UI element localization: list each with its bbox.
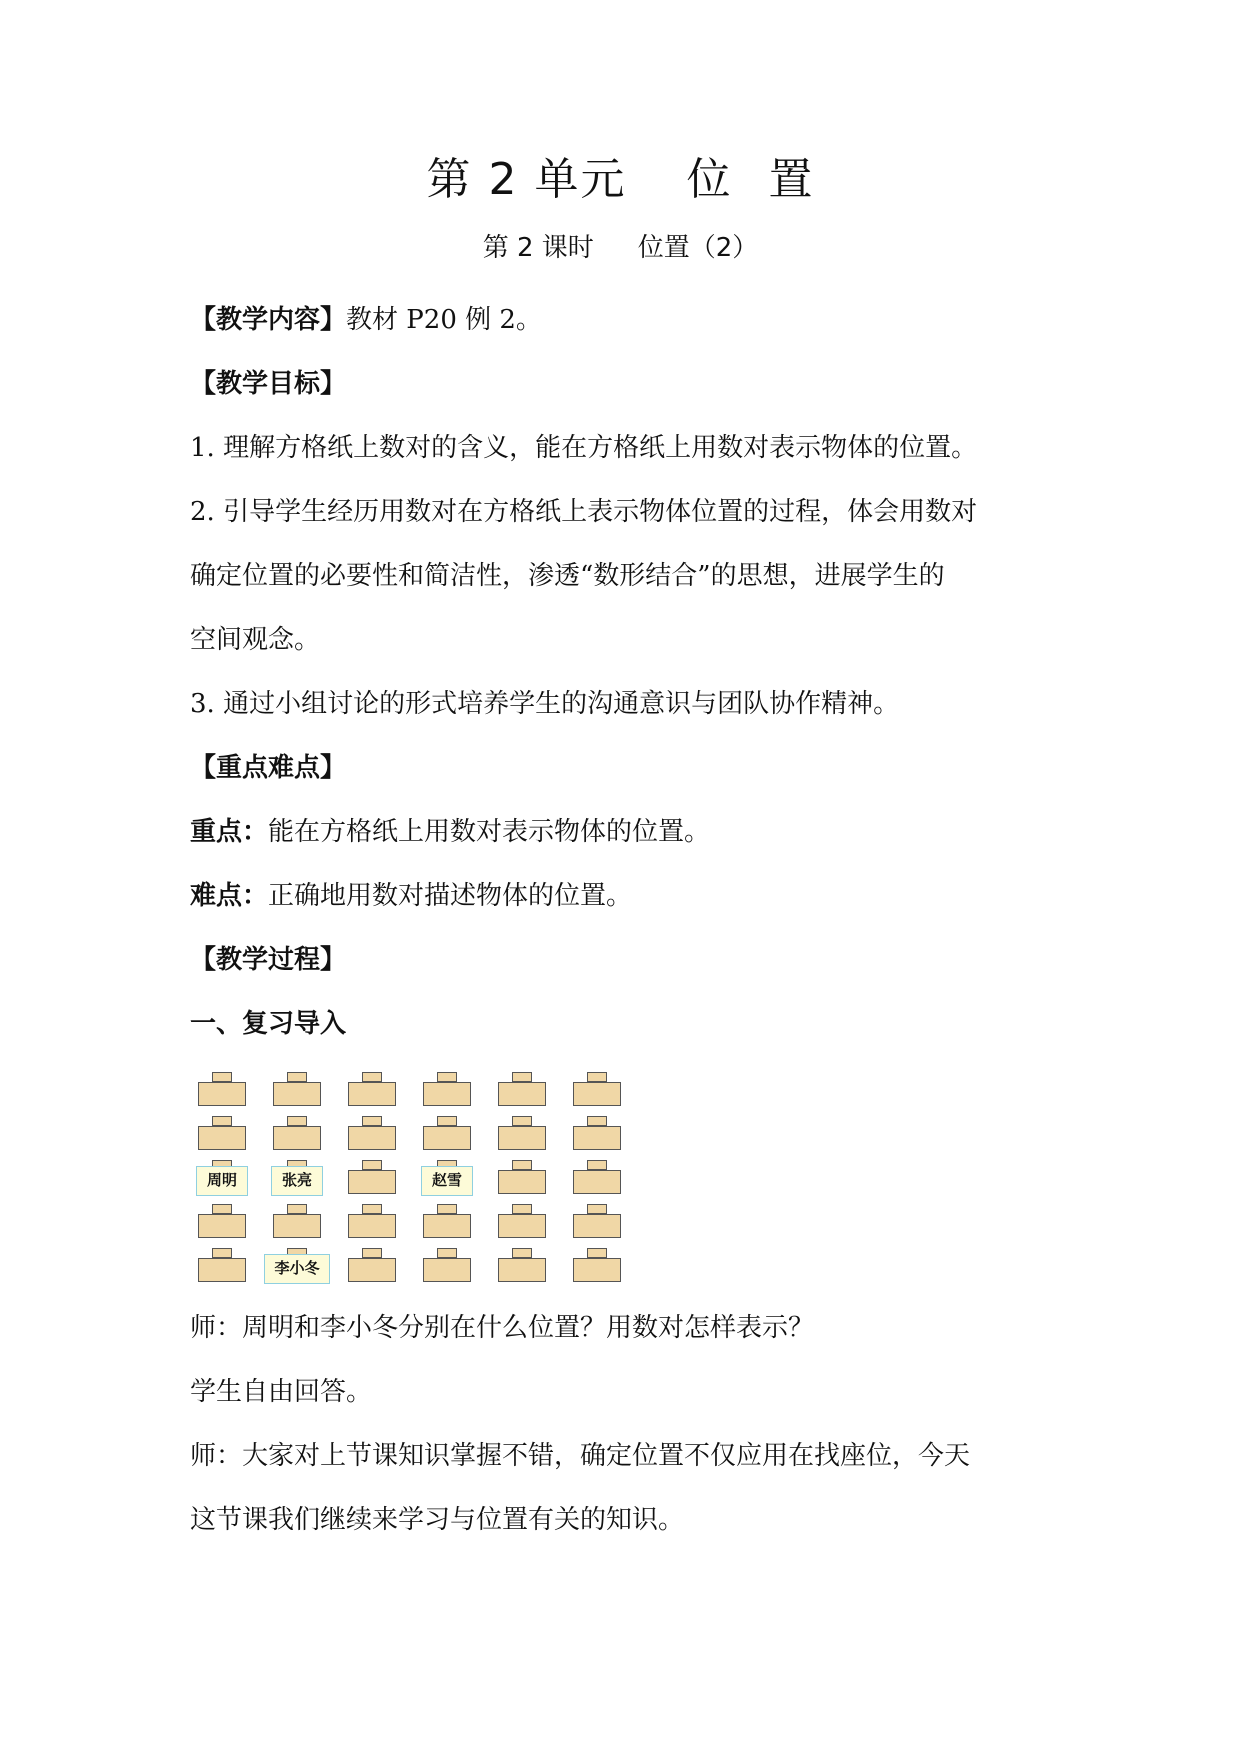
desk	[348, 1204, 396, 1240]
goal-item-1: 1. 理解方格纸上数对的含义，能在方格纸上用数对表示物体的位置。	[190, 433, 978, 463]
lesson-name: 位置（2）	[637, 233, 759, 263]
desk-chair-back	[587, 1160, 607, 1170]
desk	[498, 1160, 546, 1196]
desk-top	[198, 1082, 246, 1106]
desk-chair-back	[362, 1116, 382, 1126]
desk-top	[423, 1082, 471, 1106]
desk-chair-back	[437, 1072, 457, 1082]
desk	[498, 1116, 546, 1152]
desk-chair-back	[362, 1248, 382, 1258]
keypoints-heading: 【重点难点】	[190, 753, 347, 783]
desk-chair-back	[587, 1248, 607, 1258]
desk-chair-back	[212, 1204, 232, 1214]
desk-top	[273, 1214, 321, 1238]
hard-point-text: 正确地用数对描述物体的位置。	[268, 881, 633, 911]
desk-chair-back	[587, 1204, 607, 1214]
desk	[348, 1116, 396, 1152]
goal-item-2-line-1: 2. 引导学生经历用数对在方格纸上表示物体位置的过程，体会用数对	[190, 497, 978, 527]
teacher-question: 师：周明和李小冬分别在什么位置？用数对怎样表示？	[190, 1313, 815, 1343]
desk-top	[273, 1126, 321, 1150]
title-char-1: 位	[686, 154, 733, 205]
desk-chair-back	[212, 1248, 232, 1258]
desk	[498, 1204, 546, 1240]
desk-top	[348, 1082, 396, 1106]
desk-chair-back	[287, 1116, 307, 1126]
desk-chair-back	[437, 1116, 457, 1126]
process-heading: 【教学过程】	[190, 945, 347, 975]
desk	[198, 1072, 246, 1108]
goals-heading: 【教学目标】	[190, 369, 347, 399]
desk-top	[498, 1258, 546, 1282]
desk-top	[498, 1082, 546, 1106]
desk-chair-back	[212, 1072, 232, 1082]
desk-chair-back	[587, 1116, 607, 1126]
desk	[348, 1160, 396, 1196]
desk-chair-back	[287, 1204, 307, 1214]
desk-top	[348, 1258, 396, 1282]
desk-top	[423, 1214, 471, 1238]
seating-chart	[190, 1070, 650, 1300]
student-name-tag: 张亮	[271, 1166, 323, 1196]
desk-top	[498, 1126, 546, 1150]
student-name-tag: 赵雪	[421, 1166, 473, 1196]
desk	[573, 1116, 621, 1152]
desk	[273, 1116, 321, 1152]
title-unit: 第 2 单元	[426, 154, 627, 205]
goal-item-3: 3. 通过小组讨论的形式培养学生的沟通意识与团队协作精神。	[190, 689, 900, 719]
teaching-content-text: 教材 P20 例 2。	[346, 305, 542, 335]
desk	[573, 1072, 621, 1108]
hard-point	[190, 876, 1070, 916]
desk	[348, 1248, 396, 1284]
desk-chair-back	[437, 1248, 457, 1258]
desk-top	[573, 1214, 621, 1238]
desk-top	[348, 1214, 396, 1238]
desk-chair-back	[512, 1116, 532, 1126]
section-review-heading: 一、复习导入	[190, 1009, 347, 1039]
teacher-remark-line-2: 这节课我们继续来学习与位置有关的知识。	[190, 1505, 685, 1535]
desk-top	[573, 1170, 621, 1194]
desk	[573, 1160, 621, 1196]
desk-chair-back	[587, 1072, 607, 1082]
key-point-text: 能在方格纸上用数对表示物体的位置。	[268, 817, 711, 847]
desk-top	[573, 1126, 621, 1150]
desk-chair-back	[512, 1248, 532, 1258]
teacher-remark-line-1: 师：大家对上节课知识掌握不错，确定位置不仅应用在找座位，今天	[190, 1441, 971, 1471]
desk-top	[498, 1170, 546, 1194]
title-char-2: 置	[768, 154, 815, 205]
desk-top	[273, 1082, 321, 1106]
desk	[498, 1072, 546, 1108]
teaching-content-label: 【教学内容】	[190, 305, 347, 335]
desk-top	[198, 1126, 246, 1150]
desk-top	[573, 1082, 621, 1106]
desk-chair-back	[437, 1204, 457, 1214]
desk-top	[198, 1258, 246, 1282]
desk	[423, 1248, 471, 1284]
desk-top	[498, 1214, 546, 1238]
desk-chair-back	[362, 1072, 382, 1082]
desk-chair-back	[512, 1072, 532, 1082]
desk	[423, 1072, 471, 1108]
desk-top	[423, 1126, 471, 1150]
desk	[198, 1248, 246, 1284]
desk-top	[348, 1126, 396, 1150]
desk	[273, 1204, 321, 1240]
page-title	[0, 150, 1241, 210]
desk-top	[348, 1170, 396, 1194]
desk-chair-back	[512, 1204, 532, 1214]
desk	[573, 1248, 621, 1284]
student-name-tag: 李小冬	[264, 1254, 330, 1284]
desk	[198, 1204, 246, 1240]
desk-chair-back	[512, 1160, 532, 1170]
desk	[198, 1116, 246, 1152]
desk-top	[423, 1258, 471, 1282]
hard-point-label: 难点：	[190, 881, 269, 911]
student-name-tag: 周明	[196, 1166, 248, 1196]
desk	[348, 1072, 396, 1108]
desk-chair-back	[362, 1160, 382, 1170]
goal-item-2-line-3: 空间观念。	[190, 625, 321, 655]
desk-chair-back	[362, 1204, 382, 1214]
key-point-label: 重点：	[190, 817, 269, 847]
desk	[498, 1248, 546, 1284]
desk	[273, 1072, 321, 1108]
desk	[573, 1204, 621, 1240]
desk	[423, 1204, 471, 1240]
student-answer: 学生自由回答。	[190, 1377, 373, 1407]
desk-chair-back	[212, 1116, 232, 1126]
lesson-number: 第 2 课时	[482, 233, 594, 263]
desk-top	[573, 1258, 621, 1282]
desk-chair-back	[287, 1072, 307, 1082]
key-point	[190, 812, 1070, 852]
teaching-content	[190, 300, 1070, 340]
lesson-title	[0, 228, 1241, 268]
desk-top	[198, 1214, 246, 1238]
desk	[423, 1116, 471, 1152]
goal-item-2-line-2: 确定位置的必要性和简洁性，渗透“数形结合”的思想，进展学生的	[190, 561, 945, 591]
